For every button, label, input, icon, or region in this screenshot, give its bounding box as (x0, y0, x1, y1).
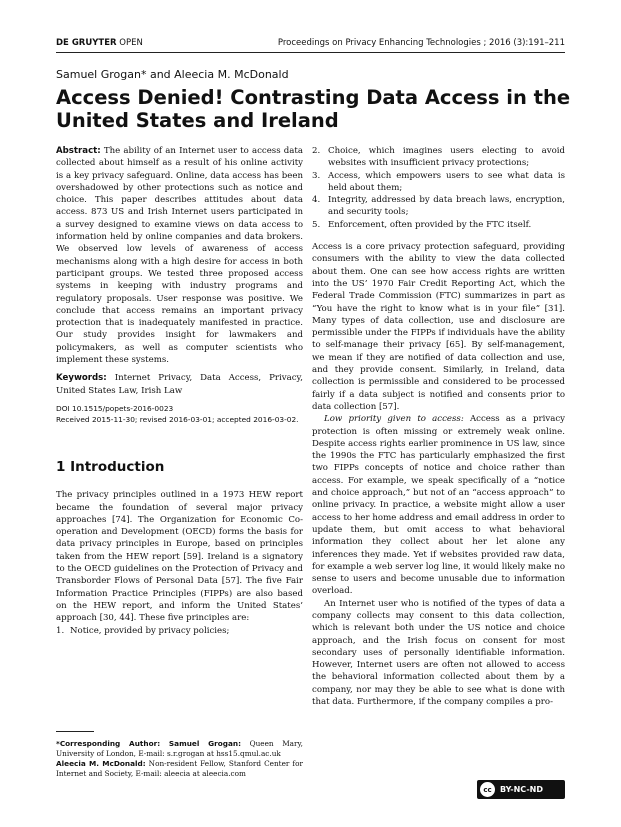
authors: Samuel Grogan* and Aleecia M. McDonald (56, 68, 289, 81)
abstract-label: Abstract: (56, 146, 101, 156)
journal-citation: Proceedings on Privacy Enhancing Technologies ; 2016 (3):191–211 (277, 38, 565, 48)
license-label: BY-NC-ND (500, 785, 544, 794)
principles-list-continued (312, 145, 565, 231)
publisher: DE GRUYTER OPEN (56, 38, 143, 48)
creative-commons-badge (477, 780, 565, 799)
keywords-label: Keywords: (56, 373, 107, 384)
right-column (312, 145, 565, 708)
section-heading-introduction: 1 Introduction (56, 458, 165, 475)
principles-list-start (56, 625, 303, 637)
paragraph-lead: Low priority given to access: (324, 414, 464, 425)
body-paragraph-2: Low priority given to access: Access as a privacy protection is often missing or extremely weak online. Despite access rights earlier prominence in US law, since the 1990s the FTC has particularly emphasized the first two FIPPs concepts of notice and choice rather than access. For example, we speak specifically of a “notice and choice approach,” but not of an “access approach” to online privacy. In practice, a website might allow a user access to her home address and email address in order to update them, but omit access to what behavioral information they collect about her let alone any inferences they made. Yet if websites provided raw data, for example a web server log line, it would likely make no sense to users and become unusable due to information overload. (312, 414, 565, 597)
footnote-corresponding-author: *Corresponding Author: Samuel Grogan: Queen Mary, University of London, E-mail: s.r.grogan at hss15.qmul.ac.uk (56, 739, 303, 758)
doi: DOI 10.1515/popets-2016-0023 (56, 403, 174, 413)
footnote-second-author: Aleecia M. McDonald: Non-resident Fellow, Stanford Center for Internet and Society, E-mail: aleecia at aleecia.com (56, 759, 303, 778)
body-paragraph-1: Access is a core privacy protection safeguard, providing consumers with the ability to view the data collected about them. One can see how access rights are written into the US’ 1970 Fair Credit Reporting Act, which the Federal Trade Commission (FTC) summarizes in part as “You have the right to know what is in your file” [31]. Many types of data collection, use and disclosure are permissible under the FIPPs if individuals have the ability to self-manage their privacy [65]. By self-management, we mean if they are notified of data collection and use, and they provide consent. Similarly, in Ireland, data collection is permissible and considered to be processed fairly if a data subject is notified and consents prior to data collection [57]. (312, 242, 565, 412)
header-rule (56, 52, 565, 53)
body-paragraph-3: An Internet user who is notified of the types of data a company collects may consent to this data collection, which is relevant both under the US notice and choice approach, and the Irish focus on consent for most secondary uses of personally identifiable information. However, Internet users are often not allowed to access the behavioral information collected about them by a company, nor may they be able to see what is done with that data. Furthermore, if the company compiles a pro- (312, 598, 565, 708)
author-footnote (56, 739, 303, 779)
list-item: 1. Notice, provided by privacy policies; (56, 625, 230, 636)
list-item: 2. Choice, which imagines users electing to avoid websites with insufficient privacy protections; (312, 146, 565, 169)
cc-icon: cc (480, 782, 495, 797)
abstract-text: The ability of an Internet user to access data collected about himself as a result of his online activity is a key privacy safeguard. Online, data access has been overshadowed by other protections such as notice and choice. This paper describes attitudes about data access. 873 US and Irish Internet users participated in a survey designed to examine views on data access to information held by online companies and data brokers. We observed low levels of awareness of access mechanisms along with a high desire for access in both participant groups. We tested three proposed access systems in keeping with industry programs and regulatory proposals. User response was positive. We conclude that access remains an important privacy protection that is inadequately manifested in practice. Our study provides insight for lawmakers and policymakers, as well as computer scientists who implement these systems. (56, 146, 303, 366)
keywords-text: Internet Privacy, Data Access, Privacy, United States Law, Irish Law (56, 373, 303, 396)
left-column (56, 145, 303, 637)
list-item: 4. Integrity, addressed by data breach laws, encryption, and security tools; (312, 195, 565, 218)
intro-paragraph: The privacy principles outlined in a 1973 HEW report became the foundation of several major privacy approaches [74]. The Organization for Economic Co-operation and Development (OECD) forms the basis for data privacy principles in Europe, based on principles taken from the HEW report [59]. Ireland is a signatory to the OECD guidelines on the Protection of Privacy and Transborder Flows of Personal Data [57]. The five Fair Information Practice Principles (FIPPs) are also based on the HEW report, and inform the United States’ approach [30, 44]. These five principles are: (56, 490, 303, 624)
footnote-rule (56, 731, 94, 732)
list-item: 5. Enforcement, often provided by the FTC itself. (312, 219, 532, 230)
abstract (56, 145, 303, 366)
paper-title: Access Denied! Contrasting Data Access in the United States and Ireland (56, 86, 571, 132)
received-dates: Received 2015-11-30; revised 2016-03-01; accepted 2016-03-02. (56, 414, 299, 424)
list-item: 3. Access, which empowers users to see what data is held about them; (312, 170, 565, 193)
keywords (56, 372, 303, 397)
